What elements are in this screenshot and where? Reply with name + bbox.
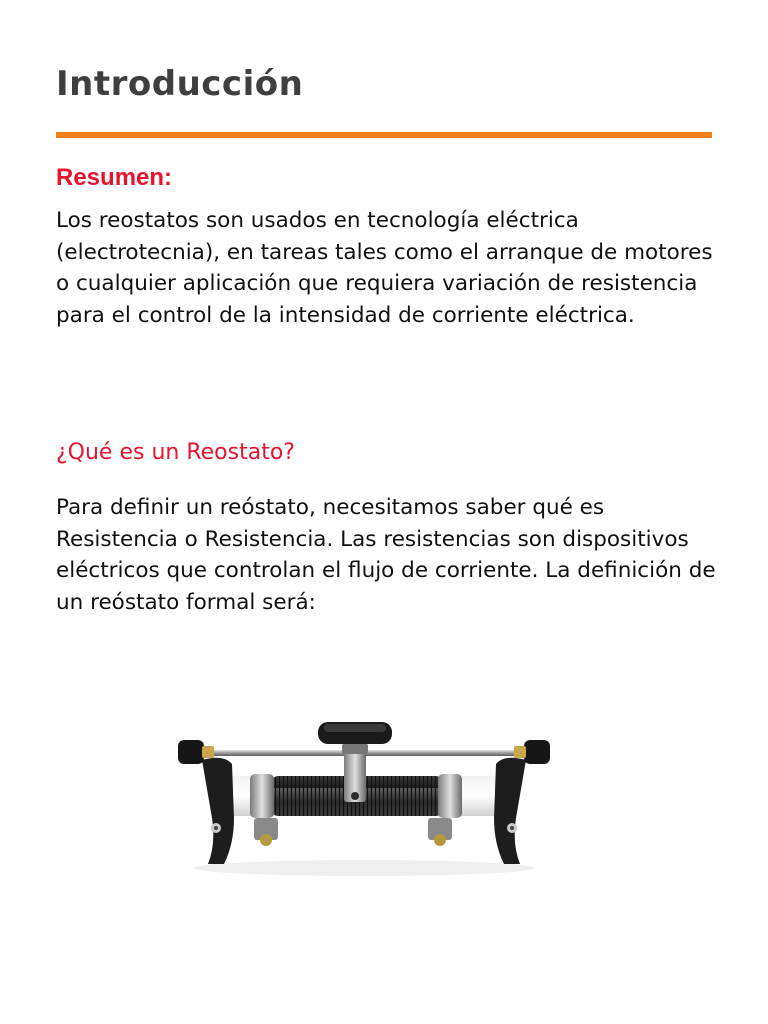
title-divider: [56, 132, 712, 138]
resumen-paragraph: Los reostatos son usados en tecnología eléctrica (electrotecnia), en tareas tales como el arranque de motores o cualquier aplicación que requiera variación de resistencia para el control de la intensidad de corriente eléctrica.: [56, 208, 713, 328]
page-title: Introducción: [56, 64, 304, 104]
rheostat-photo-icon: [172, 668, 556, 920]
rheostat-image: [172, 668, 556, 920]
resumen-heading: Resumen:: [56, 164, 173, 191]
definition-paragraph: Para definir un reóstato, necesitamos saber qué es Resistencia o Resistencia. Las resistencias son dispositivos eléctricos que controlan el flujo de corriente. La definición de un reóstato formal será:: [56, 495, 716, 615]
que-es-heading: ¿Qué es un Reostato?: [56, 440, 295, 465]
